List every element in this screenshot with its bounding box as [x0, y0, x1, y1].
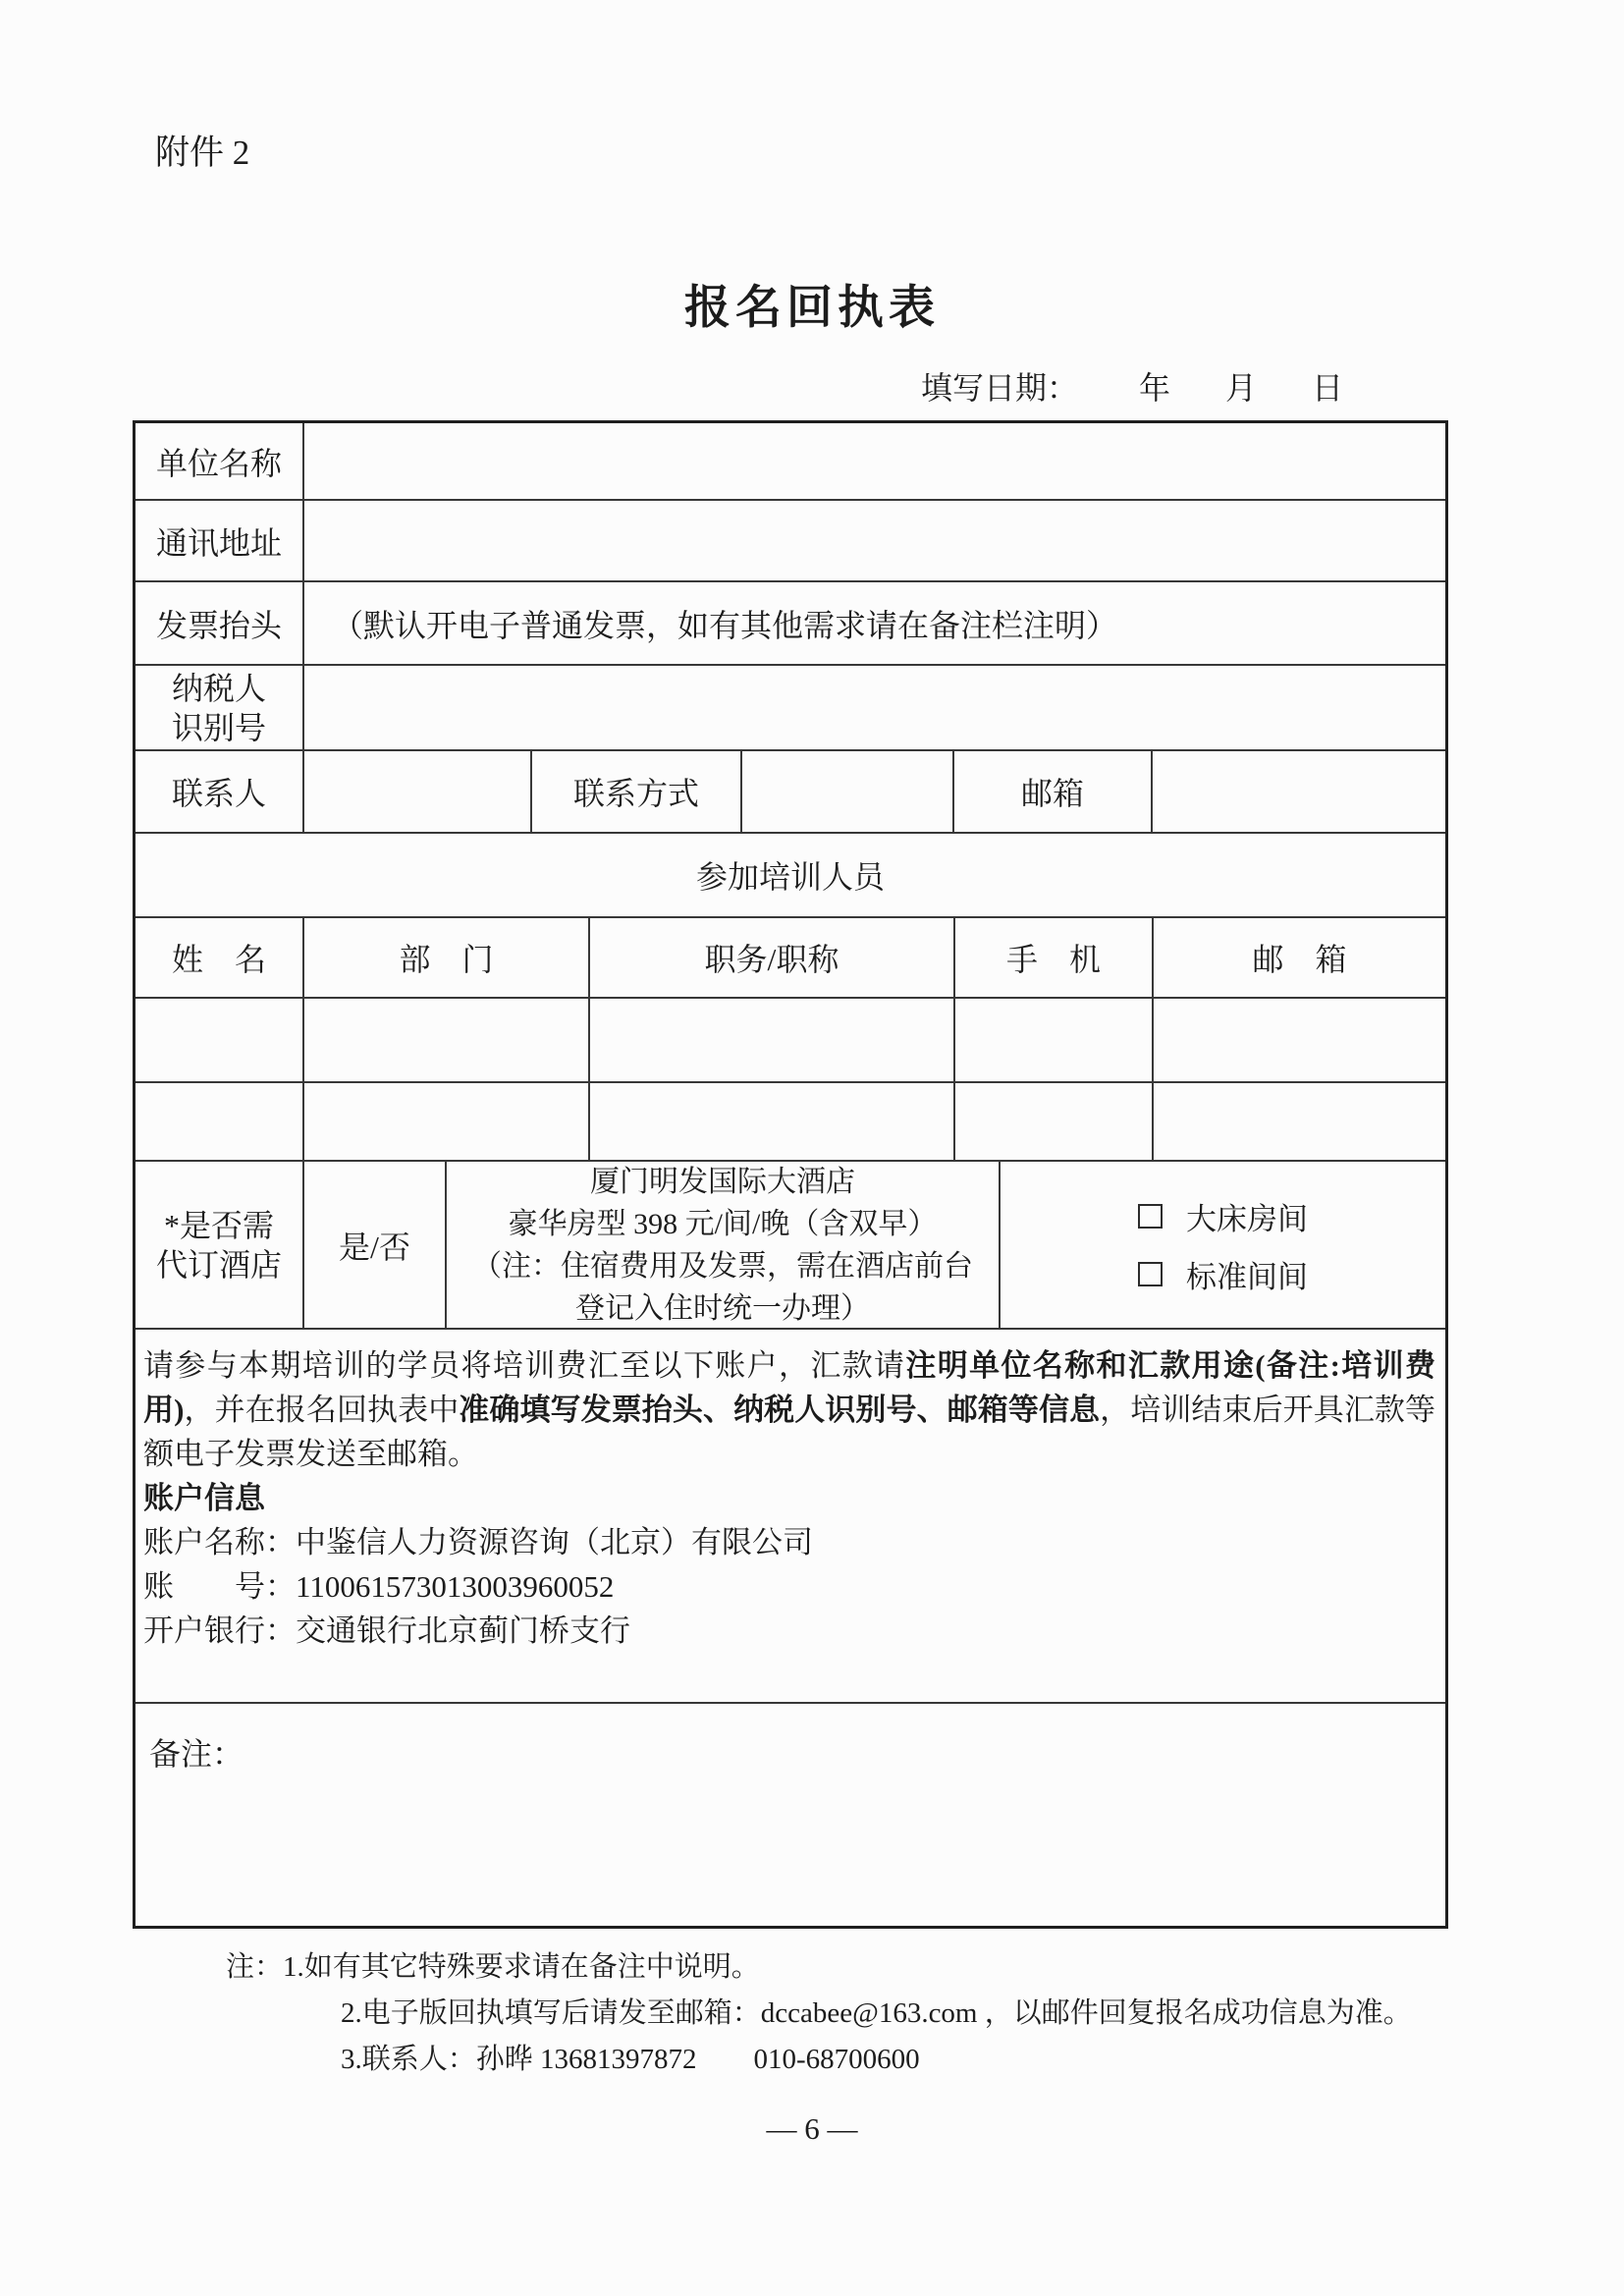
- page-title: 报名回执表: [684, 283, 940, 334]
- checkbox-icon[interactable]: [1138, 1204, 1163, 1229]
- registration-form-table: [133, 420, 1448, 1929]
- fill-date-line: [921, 363, 1343, 409]
- payment-instructions-paragraph: 请参与本期培训的学员将培训费汇至以下账户，汇款请注明单位名称和汇款用途(备注:培训费用)，并在报名回执表中准确填写发票抬头、纳税人识别号、邮箱等信息，培训结束后开具汇款等额电子发票发送至邮箱。: [143, 1348, 1436, 1471]
- email-label: 邮箱: [952, 751, 1151, 832]
- participant-name-field[interactable]: [135, 1083, 302, 1160]
- participants-section-title: 参加培训人员: [695, 859, 885, 895]
- address-row: [135, 499, 1445, 580]
- account-number-line: 账 号：110061573013003960052: [143, 1569, 615, 1604]
- participant-row-1: [135, 997, 1445, 1081]
- contact-label: 联系人: [171, 776, 266, 811]
- hotel-room-price: 豪华房型 398 元/间/晚（含双早）: [508, 1207, 938, 1240]
- remarks-label: 备注：: [149, 1736, 244, 1772]
- hotel-booking-row: [135, 1160, 1445, 1328]
- participant-department-field[interactable]: [302, 1083, 588, 1160]
- hotel-need-label: *是否需 代订酒店: [155, 1207, 282, 1283]
- room-option-label: 大床房间: [1186, 1201, 1308, 1236]
- col-header-department: 部 门: [302, 918, 588, 997]
- page-number: — 6 —: [766, 2111, 858, 2146]
- unit-name-field[interactable]: [302, 423, 1445, 499]
- participant-position-field[interactable]: [588, 1083, 953, 1160]
- participant-mobile-field[interactable]: [953, 999, 1152, 1081]
- account-name-line: 账户名称：中鉴信人力资源咨询（北京）有限公司: [143, 1525, 813, 1559]
- col-header-mobile: 手 机: [953, 918, 1152, 997]
- checkbox-icon[interactable]: [1138, 1262, 1163, 1286]
- taxpayer-id-field[interactable]: [302, 666, 1445, 749]
- participant-row-2: [135, 1081, 1445, 1160]
- invoice-title-row: [135, 580, 1445, 664]
- contact-method-field[interactable]: [740, 751, 952, 832]
- remarks-row: [135, 1702, 1445, 1926]
- contact-method-label: 联系方式: [530, 751, 740, 832]
- room-option-large-bed[interactable]: [1138, 1194, 1308, 1238]
- taxpayer-id-row: [135, 664, 1445, 749]
- contact-field[interactable]: [302, 751, 530, 832]
- date-year-label: 年: [1139, 370, 1171, 406]
- unit-name-label: 单位名称: [155, 445, 282, 481]
- date-day-label: 日: [1312, 370, 1344, 406]
- payment-instructions-row: [135, 1328, 1445, 1702]
- col-header-position: 职务/职称: [588, 918, 953, 997]
- footnotes: [226, 1944, 1412, 2083]
- participant-email-field[interactable]: [1152, 1083, 1445, 1160]
- hotel-note-line2: 登记入住时统一办理）: [575, 1291, 870, 1325]
- invoice-title-label: 发票抬头: [155, 607, 282, 643]
- bank-line: 开户银行：交通银行北京蓟门桥支行: [143, 1613, 630, 1648]
- hotel-note-line1: （注：住宿费用及发票，需在酒店前台: [472, 1249, 973, 1283]
- taxpayer-id-label: 纳税人 识别号: [171, 670, 266, 745]
- participant-mobile-field[interactable]: [953, 1083, 1152, 1160]
- contact-row: [135, 749, 1445, 832]
- fill-date-label: 填写日期：: [921, 370, 1079, 406]
- col-header-name: 姓 名: [171, 942, 266, 977]
- remarks-field[interactable]: [135, 1704, 1445, 1926]
- footnote-1: 注：1.如有其它特殊要求请在备注中说明。: [226, 1951, 760, 1983]
- payment-instructions-cell: [135, 1330, 1445, 1702]
- room-option-label: 标准间间: [1186, 1259, 1308, 1294]
- footnote-2: 2.电子版回执填写后请发至邮箱：dccabee@163.com ，以邮件回复报名成功信息为准。: [341, 1997, 1412, 2029]
- email-field[interactable]: [1151, 751, 1445, 832]
- participant-department-field[interactable]: [302, 999, 588, 1081]
- date-month-label: 月: [1225, 370, 1258, 406]
- participant-header-row: [135, 916, 1445, 997]
- invoice-note: （默认开电子普通发票，如有其他需求请在备注栏注明）: [332, 607, 1118, 643]
- address-label: 通讯地址: [155, 524, 282, 561]
- participant-position-field[interactable]: [588, 999, 953, 1081]
- room-options-cell: [999, 1162, 1445, 1328]
- hotel-info-cell: [445, 1162, 999, 1328]
- address-field[interactable]: [302, 501, 1445, 580]
- participant-name-field[interactable]: [135, 999, 302, 1081]
- account-info-heading: 账户信息: [143, 1481, 265, 1515]
- col-header-email: 邮 箱: [1152, 918, 1445, 997]
- invoice-title-field[interactable]: [302, 582, 1445, 664]
- footnote-3: 3.联系人：孙晔 13681397872 010-68700600: [341, 2044, 920, 2075]
- participants-section-row: [135, 832, 1445, 916]
- unit-name-row: [135, 423, 1445, 499]
- attachment-label: 附件 2: [155, 134, 250, 172]
- hotel-name: 厦门明发国际大酒店: [590, 1165, 855, 1198]
- room-option-standard[interactable]: [1138, 1252, 1308, 1296]
- hotel-yes-no-field[interactable]: 是/否: [302, 1162, 445, 1328]
- participant-email-field[interactable]: [1152, 999, 1445, 1081]
